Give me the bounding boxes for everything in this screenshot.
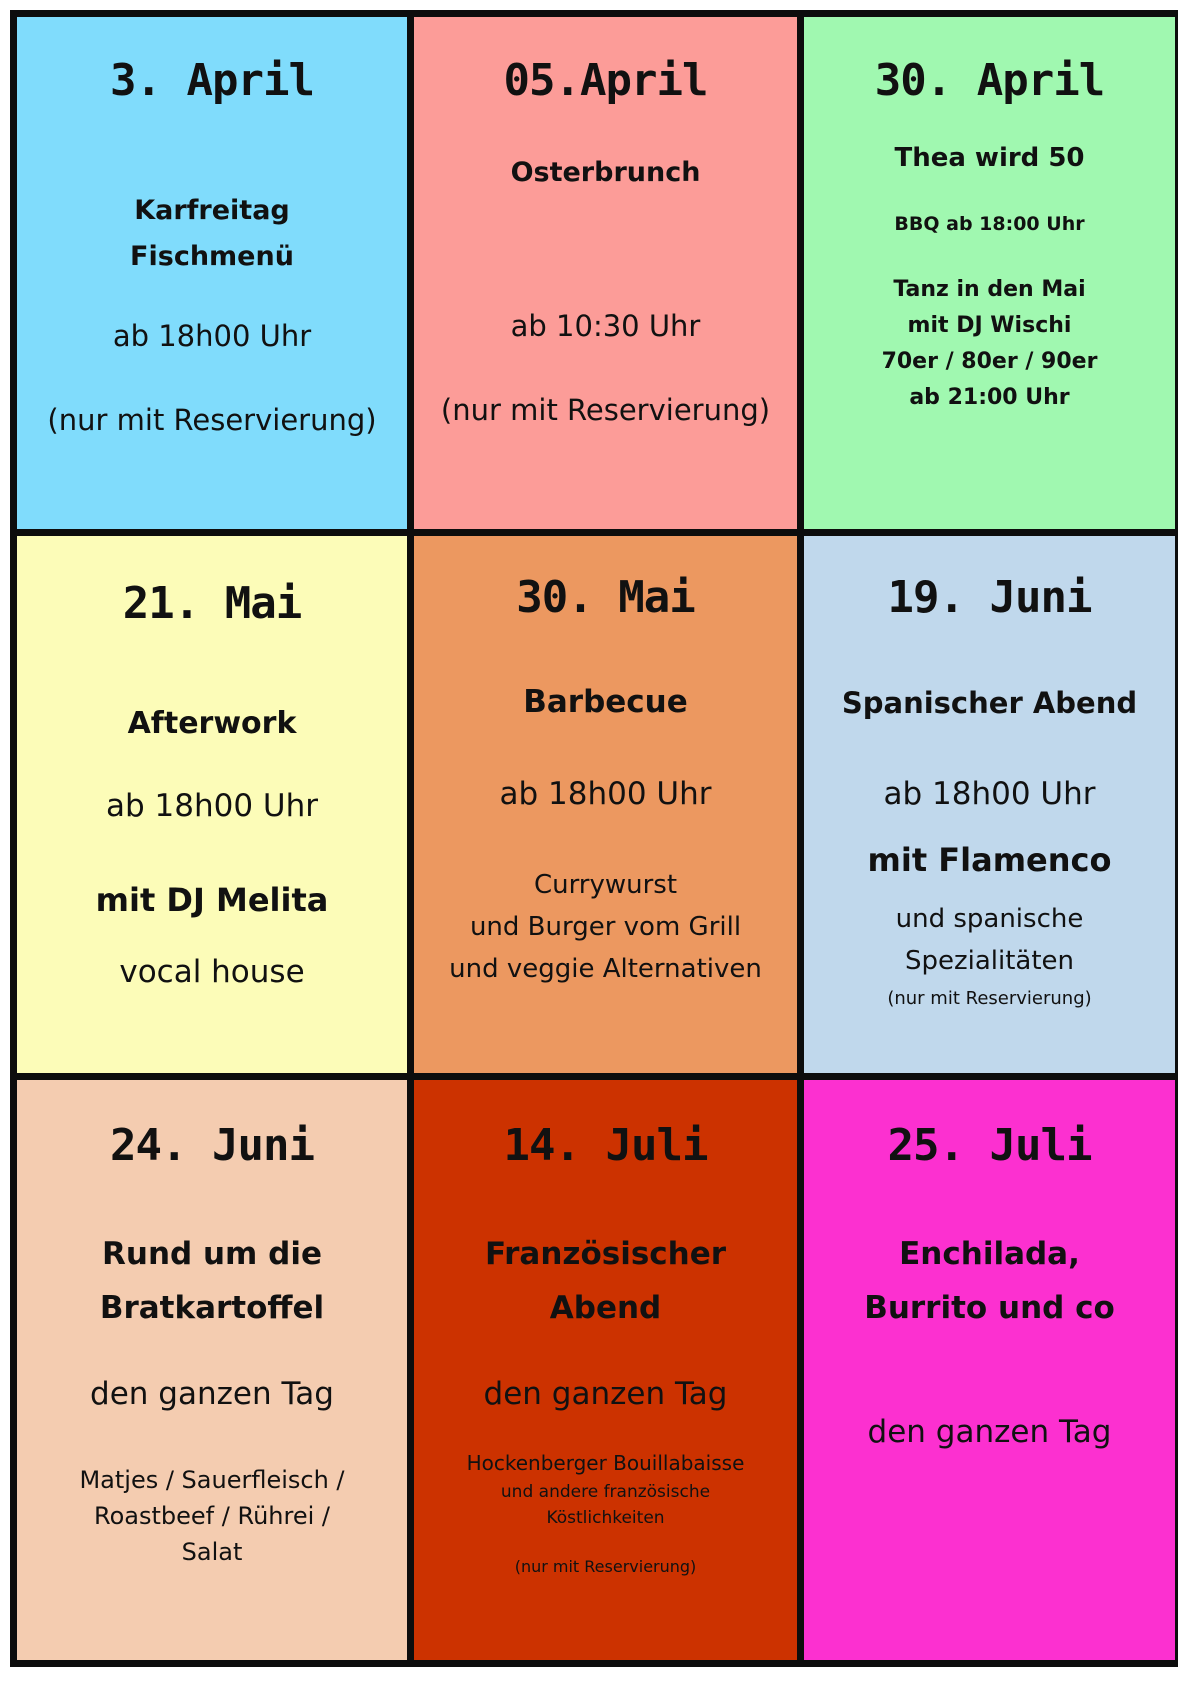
event-title-line-1: Rund um die bbox=[102, 1236, 322, 1272]
event-time: den ganzen Tag bbox=[483, 1376, 728, 1412]
event-title-line-1: Enchilada, bbox=[899, 1236, 1080, 1272]
event-bbq: BBQ ab 18:00 Uhr bbox=[894, 213, 1085, 235]
event-detail-line-2: mit DJ Wischi bbox=[907, 313, 1072, 338]
event-note: (nur mit Reservierung) bbox=[887, 988, 1092, 1009]
event-time: den ganzen Tag bbox=[90, 1376, 334, 1412]
event-dj: mit DJ Melita bbox=[95, 881, 329, 919]
event-title: Thea wird 50 bbox=[894, 143, 1085, 173]
event-time: den ganzen Tag bbox=[867, 1414, 1112, 1450]
event-calendar-grid bbox=[10, 10, 1178, 1667]
event-card-24-juni bbox=[17, 1080, 407, 1660]
event-title: Spanischer Abend bbox=[841, 686, 1138, 720]
event-detail-line-1: und spanische bbox=[895, 904, 1084, 934]
event-detail-line-2: und andere französische bbox=[500, 1482, 711, 1502]
event-detail-line-1: Matjes / Sauerfleisch / bbox=[79, 1466, 345, 1494]
event-time: ab 18h00 Uhr bbox=[112, 319, 312, 353]
event-title-line-2: Burrito und co bbox=[864, 1290, 1115, 1326]
event-card-30-april bbox=[804, 17, 1175, 529]
event-title-line-2: Abend bbox=[549, 1290, 662, 1326]
event-detail-line-3: Salat bbox=[181, 1538, 243, 1566]
event-date: 21. Mai bbox=[122, 578, 302, 629]
event-detail-line-2: Spezialitäten bbox=[904, 946, 1075, 976]
event-detail-line-1: Tanz in den Mai bbox=[893, 277, 1086, 302]
event-card-3-april bbox=[17, 17, 407, 529]
event-note: (nur mit Reservierung) bbox=[514, 1557, 697, 1576]
event-title: Barbecue bbox=[523, 684, 688, 720]
event-card-19-juni bbox=[804, 536, 1175, 1073]
event-title-line-1: Karfreitag bbox=[134, 195, 290, 226]
event-card-30-mai bbox=[414, 536, 797, 1073]
event-title-line-2: Bratkartoffel bbox=[99, 1290, 325, 1326]
event-title: Afterwork bbox=[127, 706, 297, 741]
event-time: ab 10:30 Uhr bbox=[510, 309, 701, 343]
event-date: 24. Juni bbox=[110, 1120, 314, 1171]
event-date: 19. Juni bbox=[887, 572, 1092, 623]
event-detail-line-3: Köstlichkeiten bbox=[546, 1508, 665, 1528]
event-date: 30. Mai bbox=[516, 572, 695, 623]
event-date: 14. Juli bbox=[503, 1120, 708, 1171]
event-detail-line-2: Roastbeef / Rührei / bbox=[94, 1502, 330, 1530]
event-date: 05.April bbox=[503, 55, 708, 106]
event-title-line-1: Französischer bbox=[484, 1236, 727, 1272]
event-date: 25. Juli bbox=[887, 1120, 1092, 1171]
event-card-14-juli bbox=[414, 1080, 797, 1660]
event-detail-line-3: 70er / 80er / 90er bbox=[881, 349, 1098, 374]
event-note: (nur mit Reservierung) bbox=[47, 403, 377, 437]
event-date: 3. April bbox=[110, 55, 314, 106]
event-note: (nur mit Reservierung) bbox=[440, 393, 771, 427]
event-card-25-juli bbox=[804, 1080, 1175, 1660]
event-time: ab 18h00 Uhr bbox=[105, 788, 318, 824]
event-detail-line-4: ab 21:00 Uhr bbox=[909, 385, 1070, 410]
event-card-05-april bbox=[414, 17, 797, 529]
event-detail-line-2: und Burger vom Grill bbox=[469, 912, 742, 942]
event-time: ab 18h00 Uhr bbox=[499, 776, 712, 812]
event-title: Osterbrunch bbox=[510, 157, 701, 188]
event-detail-line-3: und veggie Alternativen bbox=[449, 954, 762, 984]
event-title-line-2: Fischmenü bbox=[130, 241, 294, 272]
event-detail-line-1: Hockenberger Bouillabaisse bbox=[466, 1451, 745, 1475]
event-time: ab 18h00 Uhr bbox=[883, 776, 1096, 812]
event-card-21-mai bbox=[17, 536, 407, 1073]
event-genre: vocal house bbox=[119, 954, 305, 990]
event-detail-line-1: Currywurst bbox=[533, 870, 678, 900]
event-date: 30. April bbox=[874, 55, 1105, 106]
event-highlight: mit Flamenco bbox=[867, 841, 1112, 879]
